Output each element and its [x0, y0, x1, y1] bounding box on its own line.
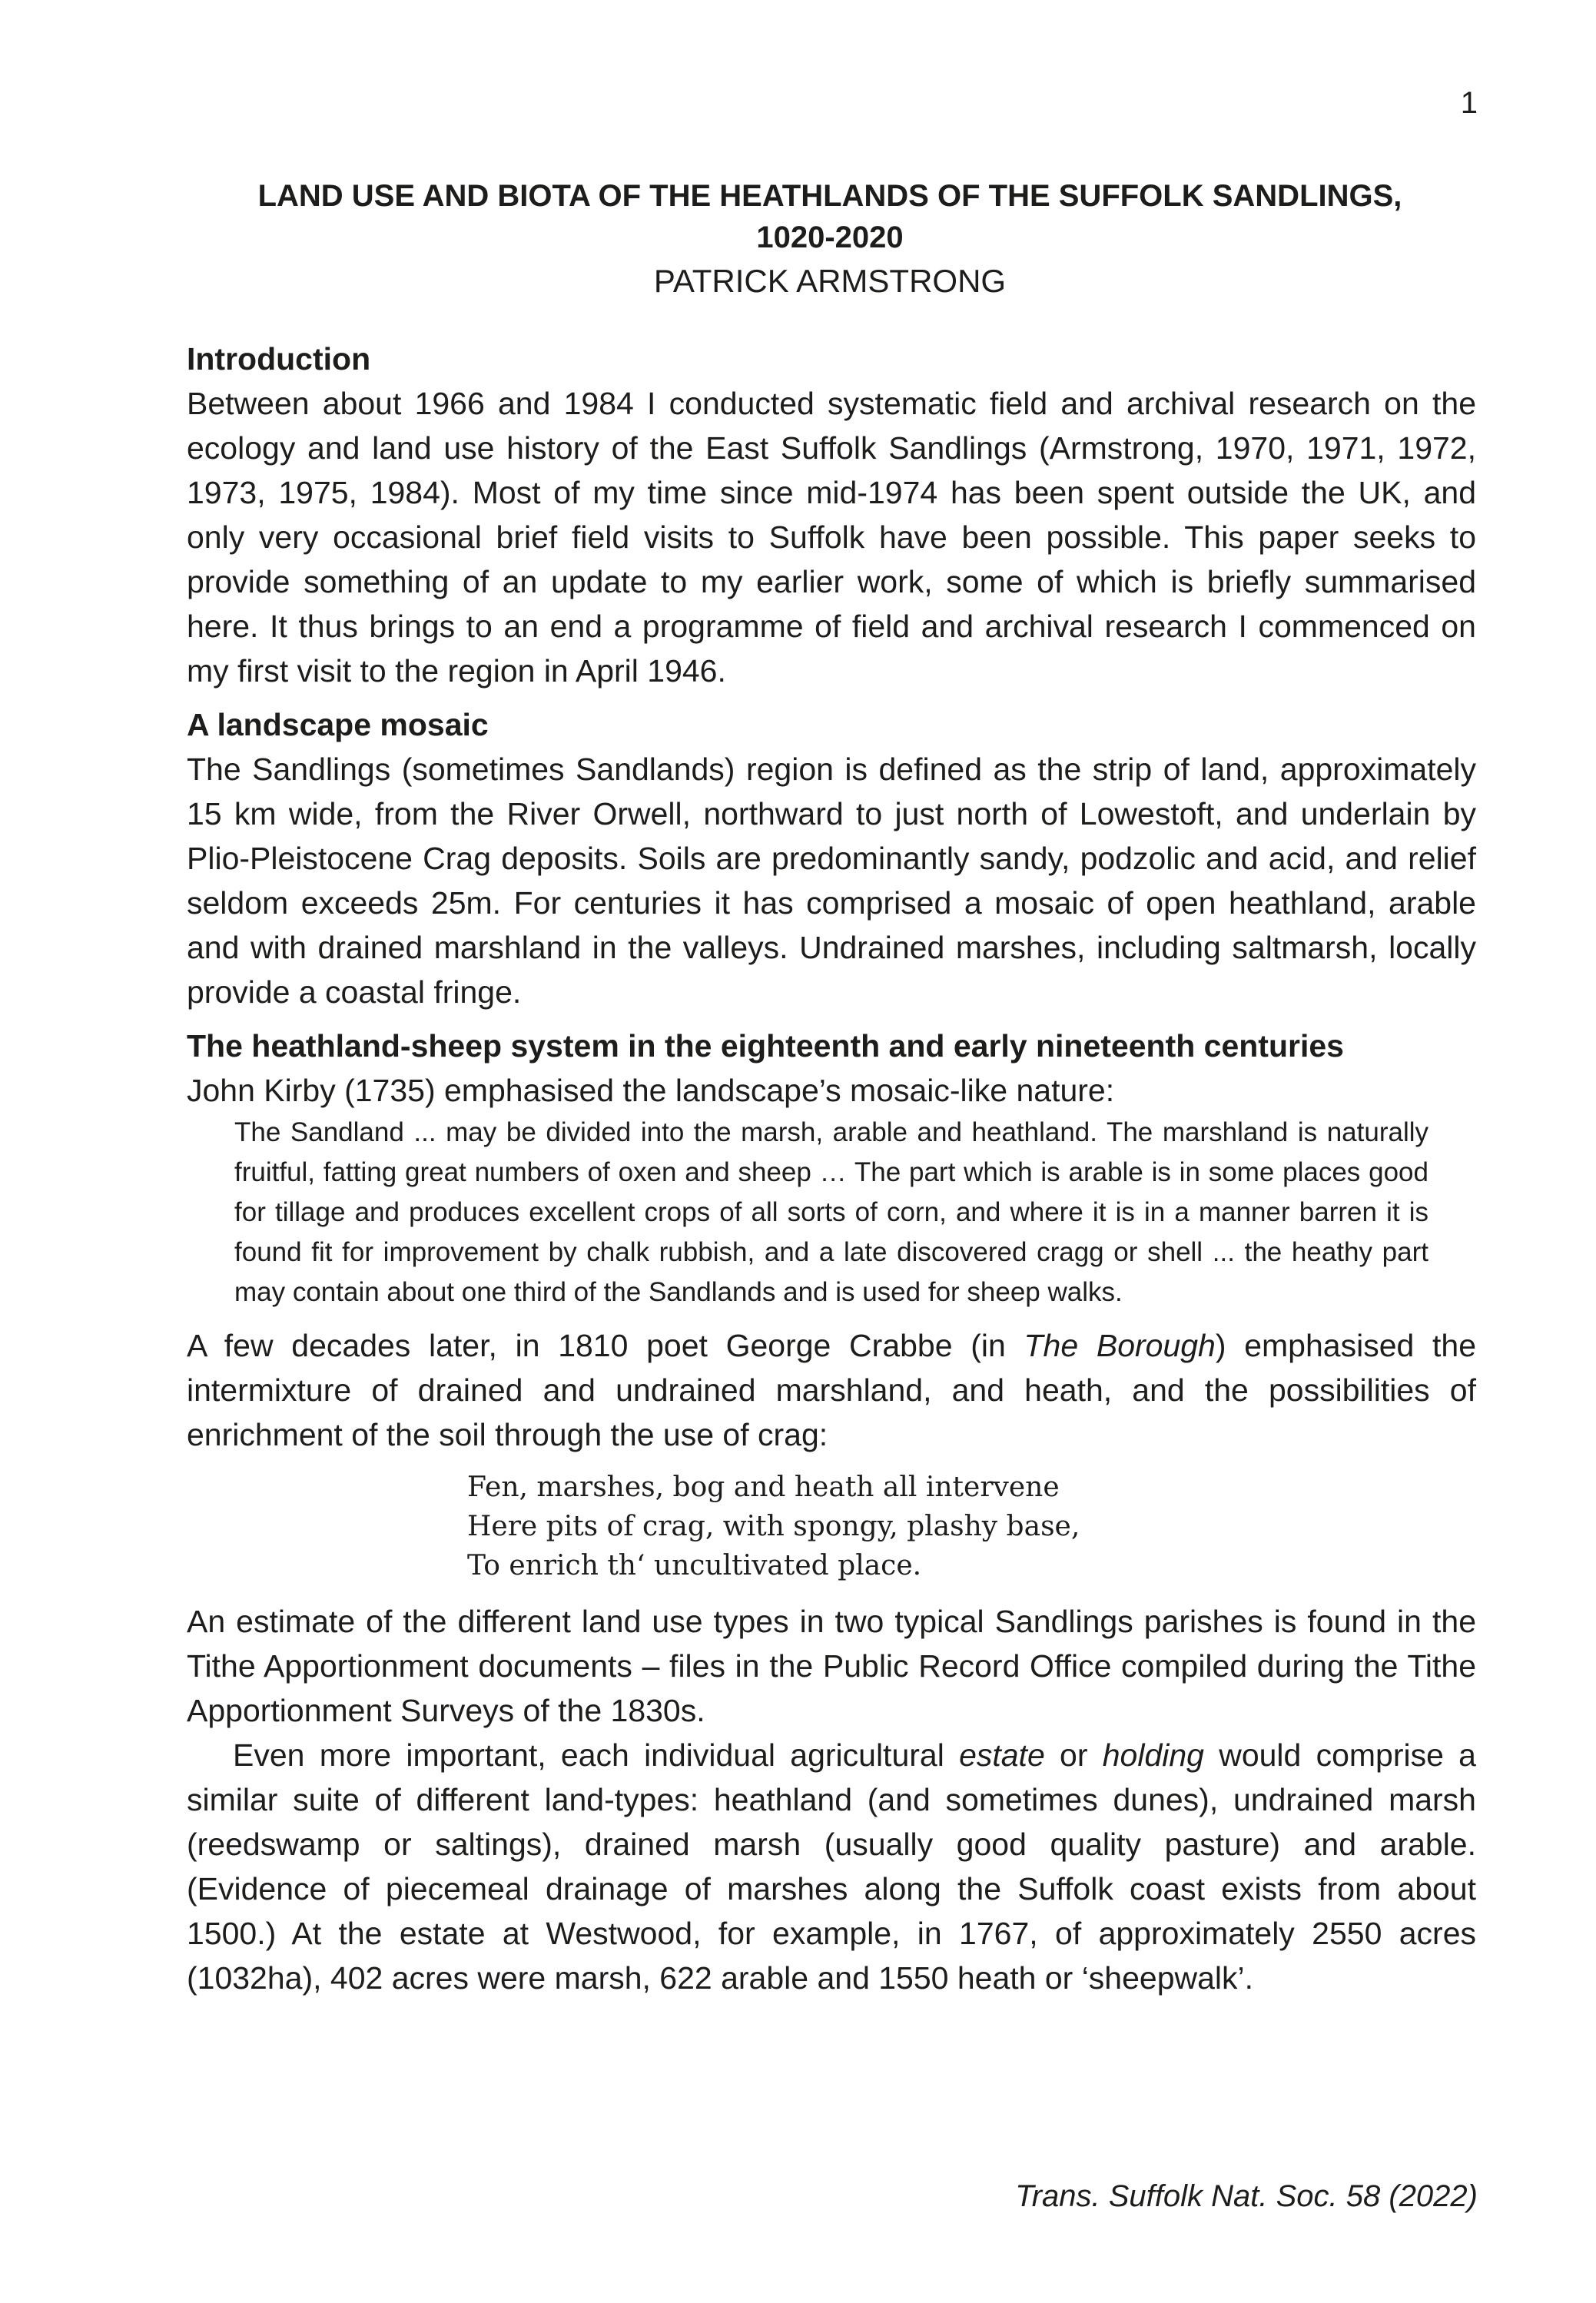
crabbe-work-title: The Borough — [1024, 1328, 1216, 1363]
crabbe-paragraph — [187, 1323, 1476, 1457]
kirby-quote: The Sandland ... may be divided into the marsh, arable and heathland. The marshland is naturally fruitful, fatting great numbers of oxen and sheep … The part which is arable is in some places good for tillage and produces excellent crops of all sorts of corn, and where it is in a manner barren it is found fit for improvement by chalk rubbish, and a late discovered cragg or shell ... the heathy part may contain about one third of the Sandlands and is used for sheep walks. — [234, 1117, 1428, 1307]
heathland-sheep-heading: The heathland-sheep system in the eighteenth and early nineteenth centuries — [187, 1028, 1344, 1064]
estate-paragraph — [187, 1733, 1476, 2000]
journal-footer: Trans. Suffolk Nat. Soc. 58 (2022) — [1015, 2179, 1478, 2213]
verse-line: Fen, marshes, bog and heath all intervene — [467, 1472, 1060, 1503]
mosaic-heading: A landscape mosaic — [187, 707, 489, 742]
article-body — [187, 337, 1476, 2000]
page-number: 1 — [1460, 86, 1478, 120]
introduction-paragraph: Between about 1966 and 1984 I conducted systematic field and archival research on the ecology and land use history of the East Suffolk Sandlings (Armstrong, 1970, 1971, 1972, 1973, 1975, 1984). Most of my time since mid-1974 has been spent outside the UK, and only very occasional brief field visits to Suffolk have been possible. This paper seeks to provide something of an update to my earlier work, some of which is briefly summarised here. It thus brings to an end a programme of field and archival research I commenced on my first visit to the region in April 1946. — [187, 386, 1476, 689]
article-title — [184, 175, 1475, 258]
introduction-heading: Introduction — [187, 341, 371, 377]
title-line-2: 1020-2020 — [756, 221, 904, 254]
holding-term: holding — [1102, 1737, 1204, 1773]
author: PATRICK ARMSTRONG — [653, 263, 1007, 299]
verse-line: Here pits of crag, with spongy, plashy base, — [467, 1511, 1080, 1542]
verse-line: To enrich th‘ uncultivated place. — [467, 1550, 922, 1581]
crabbe-verse — [467, 1468, 1476, 1585]
estate-text-1: Even more important, each individual agricultural — [233, 1737, 960, 1773]
tithe-paragraph: An estimate of the different land use types in two typical Sandlings parishes is found in the Tithe Apportionment documents – files in the Public Record Office compiled during the Tithe Apportionment Surveys of the 1830s. — [187, 1604, 1476, 1728]
estate-text-2: or — [1044, 1737, 1103, 1773]
estate-term: estate — [959, 1737, 1045, 1773]
mosaic-paragraph: The Sandlings (sometimes Sandlands) region is defined as the strip of land, approximately 15 km wide, from the River Orwell, northward to just north of Lowestoft, and underlain by Plio-Pleistocene Crag deposits. Soils are predominantly sandy, podzolic and acid, and relief seldom exceeds 25m. For centuries it has comprised a mosaic of open heathland, arable and with drained marshland in the valleys. Undrained marshes, including saltmarsh, locally provide a coastal fringe. — [187, 752, 1476, 1010]
kirby-intro: John Kirby (1735) emphasised the landscape’s mosaic-like nature: — [187, 1073, 1115, 1108]
crabbe-text-before: A few decades later, in 1810 poet George Crabbe (in — [187, 1328, 1024, 1363]
crabbe-text-after: ) emphasised the intermixture of drained and undrained marshland, and heath, and the possibilities of enrichment of the soil through the use of crag: — [187, 1328, 1476, 1452]
title-line-1: LAND USE AND BIOTA OF THE HEATHLANDS OF THE SUFFOLK SANDLINGS, — [257, 179, 1402, 213]
estate-text-3: would comprise a similar suite of different land-types: heathland (and sometimes dunes), undrained marsh (reedswamp or saltings), drained marsh (usually good quality pasture) and arable. (Evidence of piecemeal drainage of marshes along the Suffolk coast exists from about 1500.) At the estate at Westwood, for example, in 1767, of approximately 2550 acres (1032ha), 402 acres were marsh, 622 arable and 1550 heath or ‘sheepwalk’. — [187, 1737, 1476, 1996]
